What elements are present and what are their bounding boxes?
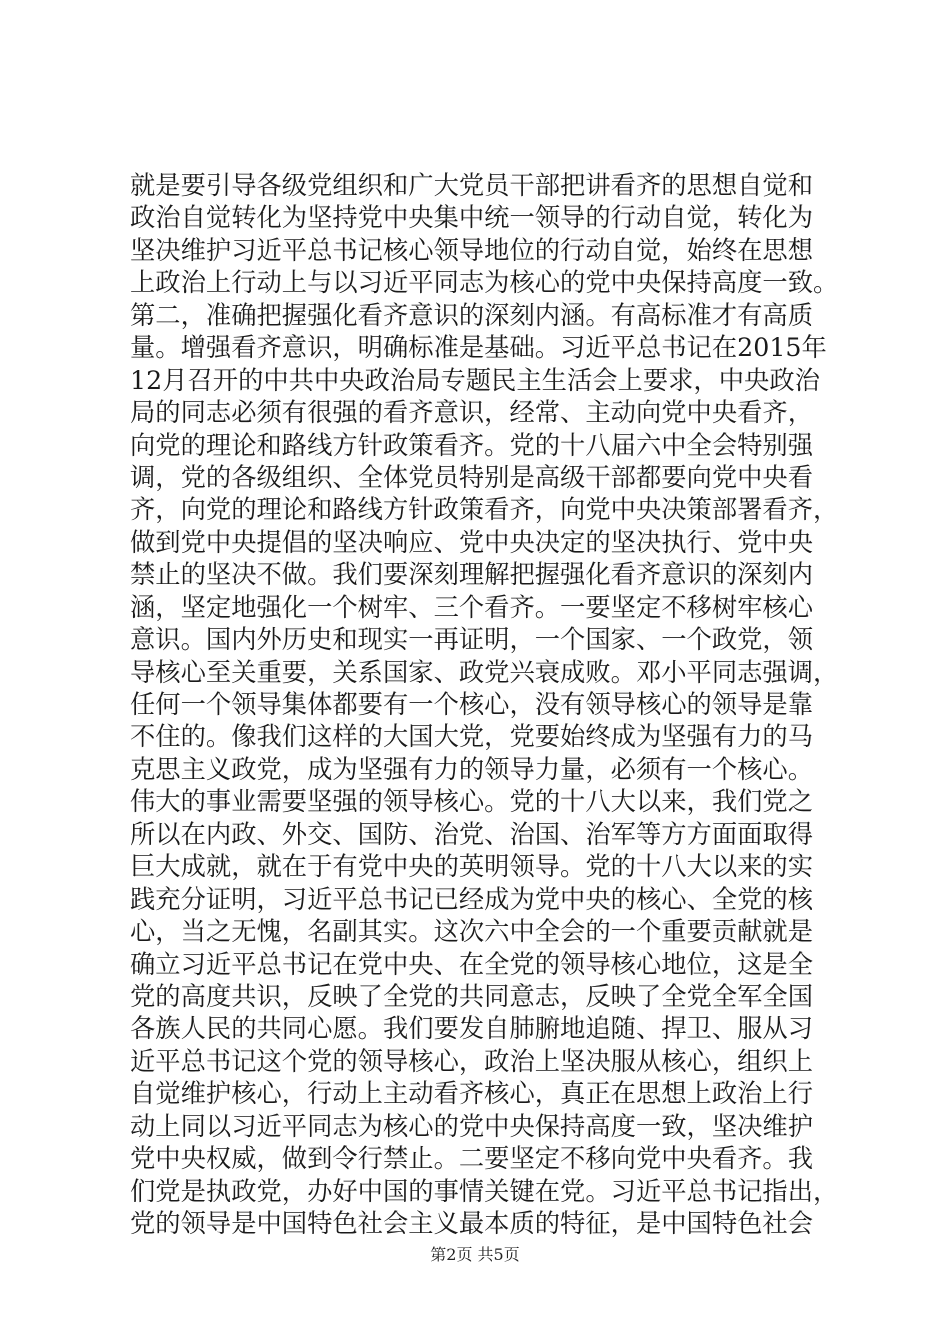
text-line: 向党的理论和路线方针政策看齐。党的十八届六中全会特别强 xyxy=(130,430,814,460)
text-line: 坚决维护习近平总书记核心领导地位的行动自觉，始终在思想 xyxy=(130,235,814,265)
text-line: 齐，向党的理论和路线方针政策看齐，向党中央决策部署看齐， xyxy=(130,495,839,525)
text-line: 们党是执政党，办好中国的事情关键在党。习近平总书记指出， xyxy=(130,1176,839,1206)
page-footer: 第2页 共5页 xyxy=(430,1245,520,1264)
text-line: 导核心至关重要，关系国家、政党兴衰成败。邓小平同志强调， xyxy=(130,657,839,687)
text-line: 党的高度共识，反映了全党的共同意志，反映了全党全军全国 xyxy=(130,981,814,1011)
text-line: 局的同志必须有很强的看齐意识，经常、主动向党中央看齐， xyxy=(130,398,814,428)
text-line: 各族人民的共同心愿。我们要发自肺腑地追随、捍卫、服从习 xyxy=(130,1014,814,1044)
text-line: 动上同以习近平同志为核心的党中央保持高度一致，坚决维护 xyxy=(130,1111,814,1141)
text-line: 调，党的各级组织、全体党员特别是高级干部都要向党中央看 xyxy=(130,462,814,492)
body-text xyxy=(130,170,850,1240)
text-line: 所以在内政、外交、国防、治党、治国、治军等方方面面取得 xyxy=(130,819,814,849)
text-line: 做到党中央提倡的坚决响应、党中央决定的坚决执行、党中央 xyxy=(130,527,814,557)
text-line: 第二，准确把握强化看齐意识的深刻内涵。有高标准才有高质 xyxy=(130,300,814,330)
text-line: 巨大成就，就在于有党中央的英明领导。党的十八大以来的实 xyxy=(130,852,814,882)
text-line: 量。增强看齐意识，明确标准是基础。习近平总书记在2015年 xyxy=(130,333,827,363)
text-line: 践充分证明，习近平总书记已经成为党中央的核心、全党的核 xyxy=(130,884,814,914)
text-line: 党中央权威，做到令行禁止。二要坚定不移向党中央看齐。我 xyxy=(130,1144,814,1174)
text-line: 意识。国内外历史和现实一再证明，一个国家、一个政党，领 xyxy=(130,625,814,655)
text-line: 禁止的坚决不做。我们要深刻理解把握强化看齐意识的深刻内 xyxy=(130,560,814,590)
text-line: 克思主义政党，成为坚强有力的领导力量，必须有一个核心。 xyxy=(130,754,814,784)
text-line: 政治自觉转化为坚持党中央集中统一领导的行动自觉，转化为 xyxy=(130,203,814,233)
text-line: 心，当之无愧，名副其实。这次六中全会的一个重要贡献就是 xyxy=(130,917,814,947)
text-line: 就是要引导各级党组织和广大党员干部把讲看齐的思想自觉和 xyxy=(130,171,814,200)
text-line: 伟大的事业需要坚强的领导核心。党的十八大以来，我们党之 xyxy=(130,787,814,817)
text-line: 党的领导是中国特色社会主义最本质的特征，是中国特色社会 xyxy=(130,1209,814,1238)
text-line: 12月召开的中共中央政治局专题民主生活会上要求，中央政治 xyxy=(130,365,820,395)
text-line: 任何一个领导集体都要有一个核心，没有领导核心的领导是靠 xyxy=(130,690,814,719)
text-line: 上政治上行动上与以习近平同志为核心的党中央保持高度一致。 xyxy=(130,268,839,298)
text-line: 近平总书记这个党的领导核心，政治上坚决服从核心，组织上 xyxy=(130,1046,814,1076)
text-line: 自觉维护核心，行动上主动看齐核心，真正在思想上政治上行 xyxy=(130,1079,814,1109)
text-line: 确立习近平总书记在党中央、在全党的领导核心地位，这是全 xyxy=(130,949,814,979)
text-line: 不住的。像我们这样的大国大党，党要始终成为坚强有力的马 xyxy=(130,722,814,752)
text-line: 涵，坚定地强化一个树牢、三个看齐。一要坚定不移树牢核心 xyxy=(130,592,814,622)
